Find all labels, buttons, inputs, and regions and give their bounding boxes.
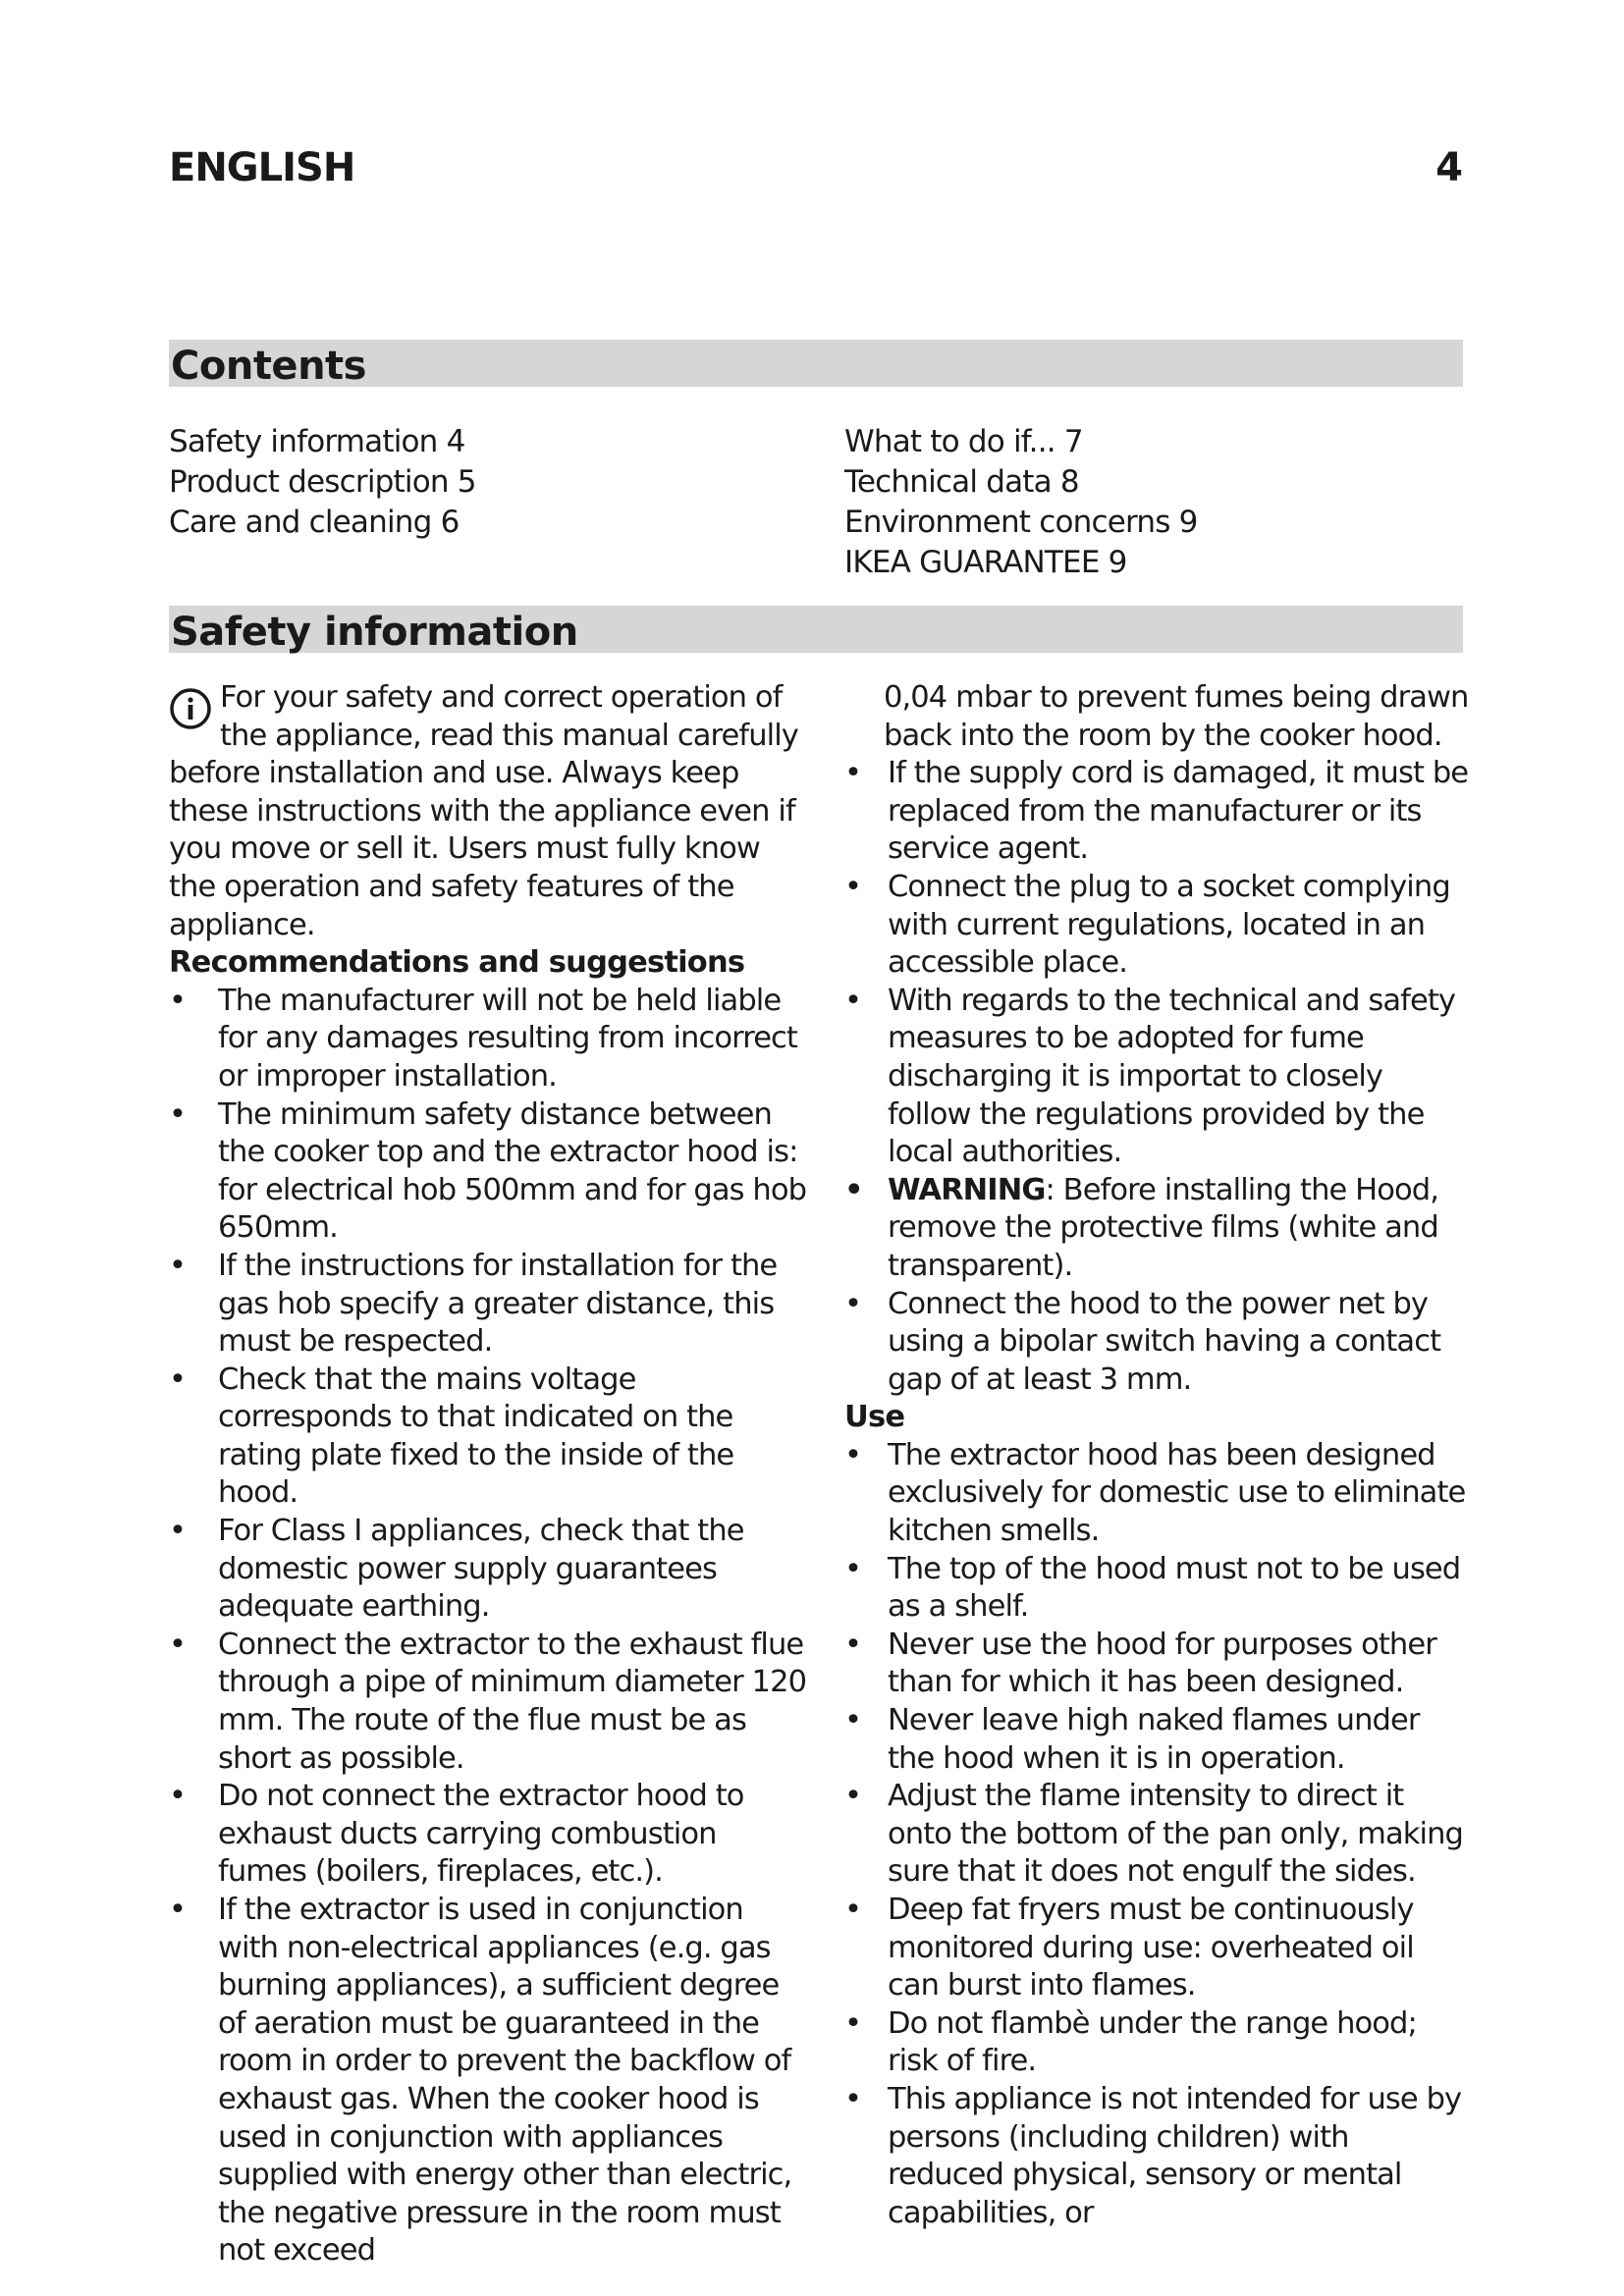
contents-band [169, 340, 1463, 387]
use-heading: Use [844, 1400, 905, 1435]
bullet-icon: • [844, 2005, 862, 2041]
list-item [844, 1892, 1473, 2005]
list-item [844, 1778, 1473, 1892]
list-item [844, 1627, 1473, 1702]
list-item-text: Do not flambè under the range hood; risk of fire. [888, 2005, 1417, 2079]
list-item [844, 1437, 1473, 1551]
page-number: 4 [1435, 145, 1463, 190]
bullet-icon: • [844, 1627, 862, 1662]
recommendations-list-continued [844, 755, 1473, 1399]
language-heading: ENGLISH [169, 145, 355, 190]
toc-right [844, 422, 1198, 583]
safety-band [169, 606, 1463, 653]
warning-item [844, 1172, 1473, 1286]
list-item-text: The extractor hood has been designed exclusively for domestic use to eliminate kitchen smells. [888, 1437, 1466, 1549]
bullet-icon: • [169, 1096, 187, 1132]
intro-paragraph [169, 679, 807, 944]
toc-entry[interactable]: What to do if... 7 [844, 424, 1083, 459]
contents-title: Contents [171, 344, 366, 389]
list-item-text: If the supply cord is damaged, it must be replaced from the manufacturer or its service agent. [888, 756, 1469, 867]
list-item-text: Adjust the flame intensity to direct it onto the bottom of the pan only, making sure that it does not engulf the sides. [888, 1779, 1464, 1890]
list-item-text: The top of the hood must not to be used as a shelf. [888, 1551, 1461, 1625]
list-item-text: The minimum safety distance between the cooker top and the extractor hood is: for electrical hob 500mm and for gas hob 650mm. [218, 1096, 807, 1246]
warning-text: : Before installing the Hood, remove the protective films (white and transparent). [888, 1172, 1438, 1283]
bullet-icon: • [844, 1172, 863, 1207]
list-item-text: Never use the hood for purposes other than for which it has been designed. [888, 1627, 1436, 1700]
list-item [169, 1096, 807, 1248]
list-item [844, 869, 1473, 983]
bullet-icon: • [844, 1779, 862, 1814]
list-item [169, 1892, 807, 2270]
recommendations-heading: Recommendations and suggestions [169, 945, 745, 981]
toc-entry[interactable]: Product description 5 [169, 464, 476, 500]
list-item-text: Connect the hood to the power net by using a bipolar switch having a contact gap of at least 3 mm. [888, 1286, 1441, 1397]
bullet-icon: • [844, 1551, 862, 1586]
list-item [169, 1627, 807, 1778]
bullet-icon: • [169, 983, 187, 1018]
bullet-icon: • [169, 1248, 187, 1283]
list-item [844, 983, 1473, 1172]
list-item [169, 1362, 807, 1513]
recommendations-list [169, 983, 807, 2270]
bullet-icon: • [169, 1627, 187, 1662]
bullet-icon: • [169, 1514, 187, 1549]
list-item-text: If the instructions for installation for the gas hob specify a greater distance, this must be respected. [218, 1248, 778, 1360]
list-item-text: Never leave high naked flames under the hood when it is in operation. [888, 1703, 1420, 1776]
bullet-icon: • [844, 1437, 862, 1472]
warning-text-wrap [884, 1172, 1473, 1286]
use-list [844, 1437, 1473, 2232]
intro-text: For your safety and correct operation of the appliance, read this manual carefully before installation and use. Always keep these instructions with the appliance even if you move or sell it. Users must fully know the operation and safety features of the appliance. [169, 680, 798, 942]
warning-label: WARNING [888, 1172, 1046, 1207]
list-item-text: For Class I appliances, check that the domestic power supply guarantees adequate earthing. [218, 1514, 744, 1625]
bullet-icon: • [844, 869, 862, 904]
list-item [169, 1248, 807, 1362]
toc-entry[interactable]: IKEA GUARANTEE 9 [844, 545, 1127, 580]
list-item [169, 983, 807, 1096]
list-item-text: Check that the mains voltage corresponds to that indicated on the rating plate fixed to the inside of the hood. [218, 1362, 734, 1511]
continuation-text: 0,04 mbar to prevent fumes being drawn back into the room by the cooker hood. [884, 680, 1469, 753]
bullet-icon: • [844, 2081, 862, 2116]
left-column [169, 679, 807, 2270]
bullet-icon: • [169, 1362, 187, 1397]
bullet-icon: • [844, 1703, 862, 1738]
toc-entry[interactable]: Care and cleaning 6 [169, 505, 460, 540]
list-item-text: If the extractor is used in conjunction with non-electrical appliances (e.g. gas burning appliances), a sufficient degree of aeration must be guaranteed in the room in order to prevent the backflow of exhaust gas. When the cooker hood is used in conjunction with appliances supplied with energy other than electric, the negative pressure in the room must not exceed [218, 1893, 792, 2269]
list-item [844, 1702, 1473, 1778]
toc-left [169, 422, 476, 543]
list-item [169, 1513, 807, 1627]
bullet-icon: • [844, 756, 862, 791]
bullet-icon: • [844, 1893, 862, 1927]
list-item-text: Do not connect the extractor hood to exhaust ducts carrying combustion fumes (boilers, fireplaces, etc.). [218, 1779, 744, 1890]
list-item [844, 1286, 1473, 1400]
list-item [844, 2081, 1473, 2232]
list-item [169, 1778, 807, 1892]
list-item [844, 755, 1473, 869]
info-circle-icon [169, 687, 212, 730]
list-item-text: The manufacturer will not be held liable for any damages resulting from incorrect or improper installation. [218, 983, 797, 1094]
list-item-text: With regards to the technical and safety measures to be adopted for fume discharging it is importat to closely follow the regulations provided by the local authorities. [888, 983, 1456, 1170]
list-item [844, 2005, 1473, 2081]
toc-entry[interactable]: Technical data 8 [844, 464, 1079, 500]
bullet-icon: • [169, 1779, 187, 1814]
bullet-icon: • [844, 983, 862, 1018]
bullet-icon: • [844, 1286, 862, 1321]
bullet-icon: • [169, 1893, 187, 1927]
list-item [844, 1551, 1473, 1627]
safety-title: Safety information [171, 610, 578, 655]
list-item-text: Connect the extractor to the exhaust flue through a pipe of minimum diameter 120 mm. The route of the flue must be as short as possible. [218, 1627, 807, 1776]
list-item-text: Connect the plug to a socket complying with current regulations, located in an accessible place. [888, 869, 1450, 981]
list-item-text: This appliance is not intended for use by persons (including children) with reduced physical, sensory or mental capabilities, or [888, 2081, 1462, 2230]
toc-entry[interactable]: Safety information 4 [169, 424, 465, 459]
toc-entry[interactable]: Environment concerns 9 [844, 505, 1198, 540]
right-column [844, 679, 1473, 2232]
list-item-text: Deep fat fryers must be continuously monitored during use: overheated oil can burst into flames. [888, 1893, 1414, 2003]
